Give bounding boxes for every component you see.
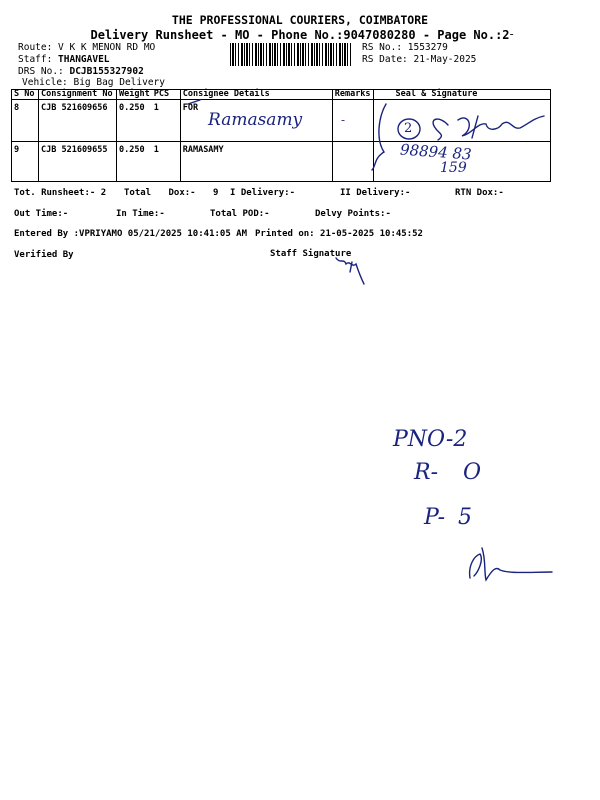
col-consignee: Consignee Details: [180, 90, 332, 100]
cell-weight: 0.250: [117, 100, 152, 142]
table-header-row: [12, 90, 551, 100]
vehicle-label: Vehicle: Big Bag Delivery: [22, 77, 165, 88]
staff-signature-mark: [336, 258, 364, 284]
ii-delivery: II Delivery:-: [340, 188, 411, 198]
company-title: THE PROFESSIONAL COURIERS, COIMBATORE: [171, 13, 429, 27]
subtitle-dash: -: [508, 27, 516, 41]
printed-on: Printed on: 21-05-2025 10:45:52: [255, 229, 423, 239]
delvy-points: Delvy Points:-: [315, 209, 391, 219]
handwritten-remark-mark: -: [341, 113, 346, 127]
staff-value: THANGAVEL: [58, 54, 110, 65]
col-consignment: Consignment No: [39, 90, 117, 100]
staff-label: Staff:: [18, 54, 59, 65]
i-delivery: I Delivery:-: [230, 188, 296, 198]
verified-by: Verified By: [14, 250, 74, 260]
tot-runsheet: Tot. Runsheet:- 2: [14, 188, 107, 198]
total-dox: Total Dox:- 9: [124, 188, 219, 198]
cell-seal: [373, 100, 550, 142]
col-seal: Seal & Signature: [373, 90, 550, 100]
col-pcs: PCS: [152, 90, 181, 100]
total-pod: Total POD:-: [210, 209, 270, 219]
rs-date: RS Date: 21-May-2025: [362, 54, 477, 65]
col-weight: Weight: [117, 90, 152, 100]
col-remarks: Remarks: [332, 90, 373, 100]
cell-consignee: RAMASAMY: [180, 142, 332, 182]
handwritten-consignee-name: Ramasamy: [208, 110, 303, 130]
delivery-table: [11, 89, 551, 182]
staff-signature-label: Staff Signature: [270, 249, 352, 259]
col-sno: S No: [12, 90, 39, 100]
cell-sno: 8: [12, 100, 39, 142]
rs-number: RS No.: 1553279: [362, 42, 448, 53]
cell-sno: 9: [12, 142, 39, 182]
cell-weight: 0.250: [117, 142, 152, 182]
cell-remarks: [332, 142, 373, 182]
drs-value: DCJB155327902: [69, 66, 144, 77]
handwritten-circled-number: 2: [404, 121, 413, 136]
handwritten-r-line: R- O: [414, 460, 482, 485]
handwritten-phone-1: 98894 83: [399, 140, 473, 164]
cell-pcs: 1: [152, 100, 181, 142]
cell-pcs: 1: [152, 142, 181, 182]
barcode: [230, 43, 352, 66]
handwritten-p-line: P- 5: [424, 505, 473, 530]
handwritten-initials: [470, 548, 552, 580]
drs-label: DRS No.:: [18, 66, 70, 77]
entered-by: Entered By :VPRIYAMO 05/21/2025 10:41:05 AM: [14, 229, 247, 239]
cell-remarks: [332, 100, 373, 142]
route-label: Route: V K K MENON RD MO: [18, 42, 156, 53]
cell-consignment: CJB 521609656: [39, 100, 117, 142]
in-time: In Time:-: [116, 209, 165, 219]
handwritten-phone-2: 159: [440, 160, 467, 176]
out-time: Out Time:-: [14, 209, 69, 219]
handwritten-pno: PNO-2: [393, 427, 468, 452]
cell-consignment: CJB 521609655: [39, 142, 117, 182]
drs-line: [18, 66, 144, 77]
rtn-dox: RTN Dox:-: [455, 188, 504, 198]
runsheet-subtitle: Delivery Runsheet - MO - Phone No.:9047080280 - Page No.:2: [90, 28, 510, 42]
cell-consignee: FOR: [180, 100, 332, 142]
staff-line: [18, 54, 110, 65]
